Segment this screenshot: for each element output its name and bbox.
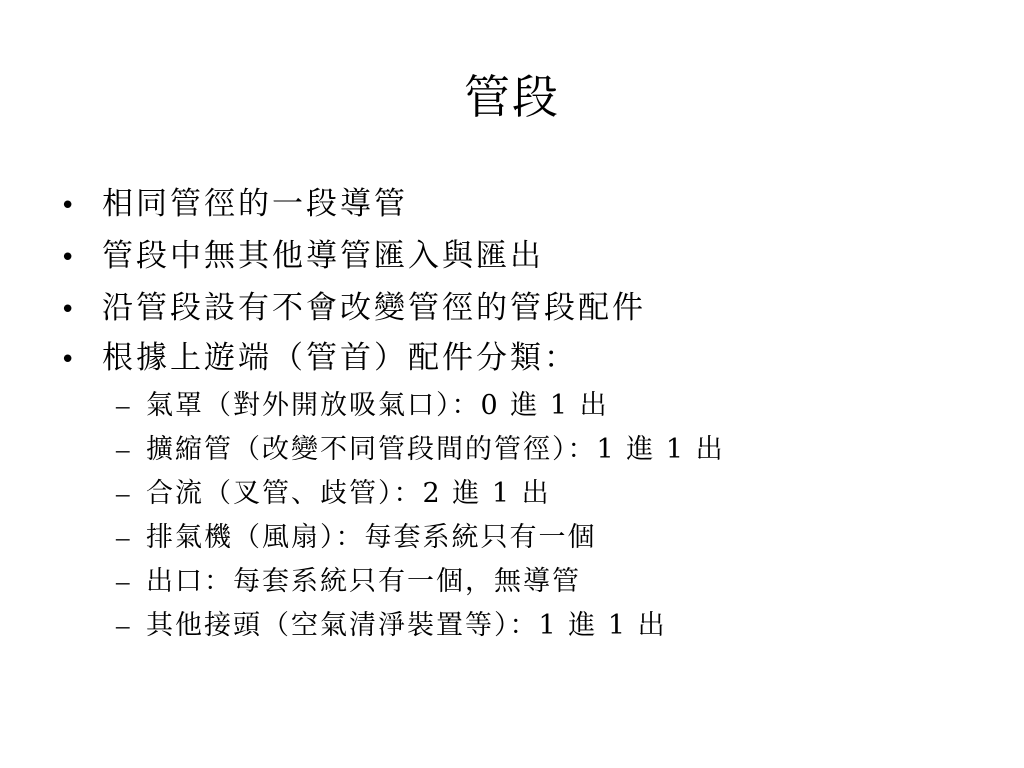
subbullet-item [116, 604, 667, 646]
subbullet-text: 擴縮管（改變不同管段間的管徑）：1 進 1 出 [146, 434, 725, 465]
bullet-item [60, 284, 646, 332]
bullet-marker: • [60, 191, 79, 221]
subbullet-marker: – [116, 566, 132, 596]
subbullet-text: 氣罩（對外開放吸氣口）：0 進 1 出 [146, 390, 609, 421]
bullet-item [60, 232, 544, 280]
subbullet-item [116, 560, 581, 602]
bullet-marker: • [60, 295, 79, 325]
subbullet-marker: – [116, 390, 132, 420]
bullet-marker: • [60, 243, 79, 273]
bullet-item [60, 180, 408, 228]
bullet-item [60, 334, 578, 382]
subbullet-marker: – [116, 478, 132, 508]
subbullet-marker: – [116, 522, 132, 552]
subbullet-text: 出口：每套系統只有一個，無導管 [146, 566, 581, 597]
bullet-text: 沿管段設有不會改變管徑的管段配件 [102, 290, 646, 326]
subbullet-text: 合流（叉管、歧管）：2 進 1 出 [146, 478, 551, 509]
bullet-text: 相同管徑的一段導管 [102, 186, 408, 222]
bullet-text: 管段中無其他導管匯入與匯出 [102, 238, 544, 274]
bullet-marker: • [60, 345, 79, 375]
subbullet-text: 其他接頭（空氣清淨裝置等）：1 進 1 出 [146, 610, 667, 641]
slide-title: 管段 [464, 70, 560, 124]
subbullet-marker: – [116, 610, 132, 640]
subbullet-item [116, 472, 551, 514]
bullet-text: 根據上遊端（管首）配件分類： [102, 340, 578, 376]
subbullet-marker: – [116, 434, 132, 464]
subbullet-item [116, 428, 725, 470]
subbullet-item [116, 384, 609, 426]
subbullet-text: 排氣機（風扇）：每套系統只有一個 [146, 522, 597, 553]
subbullet-item [116, 516, 597, 558]
